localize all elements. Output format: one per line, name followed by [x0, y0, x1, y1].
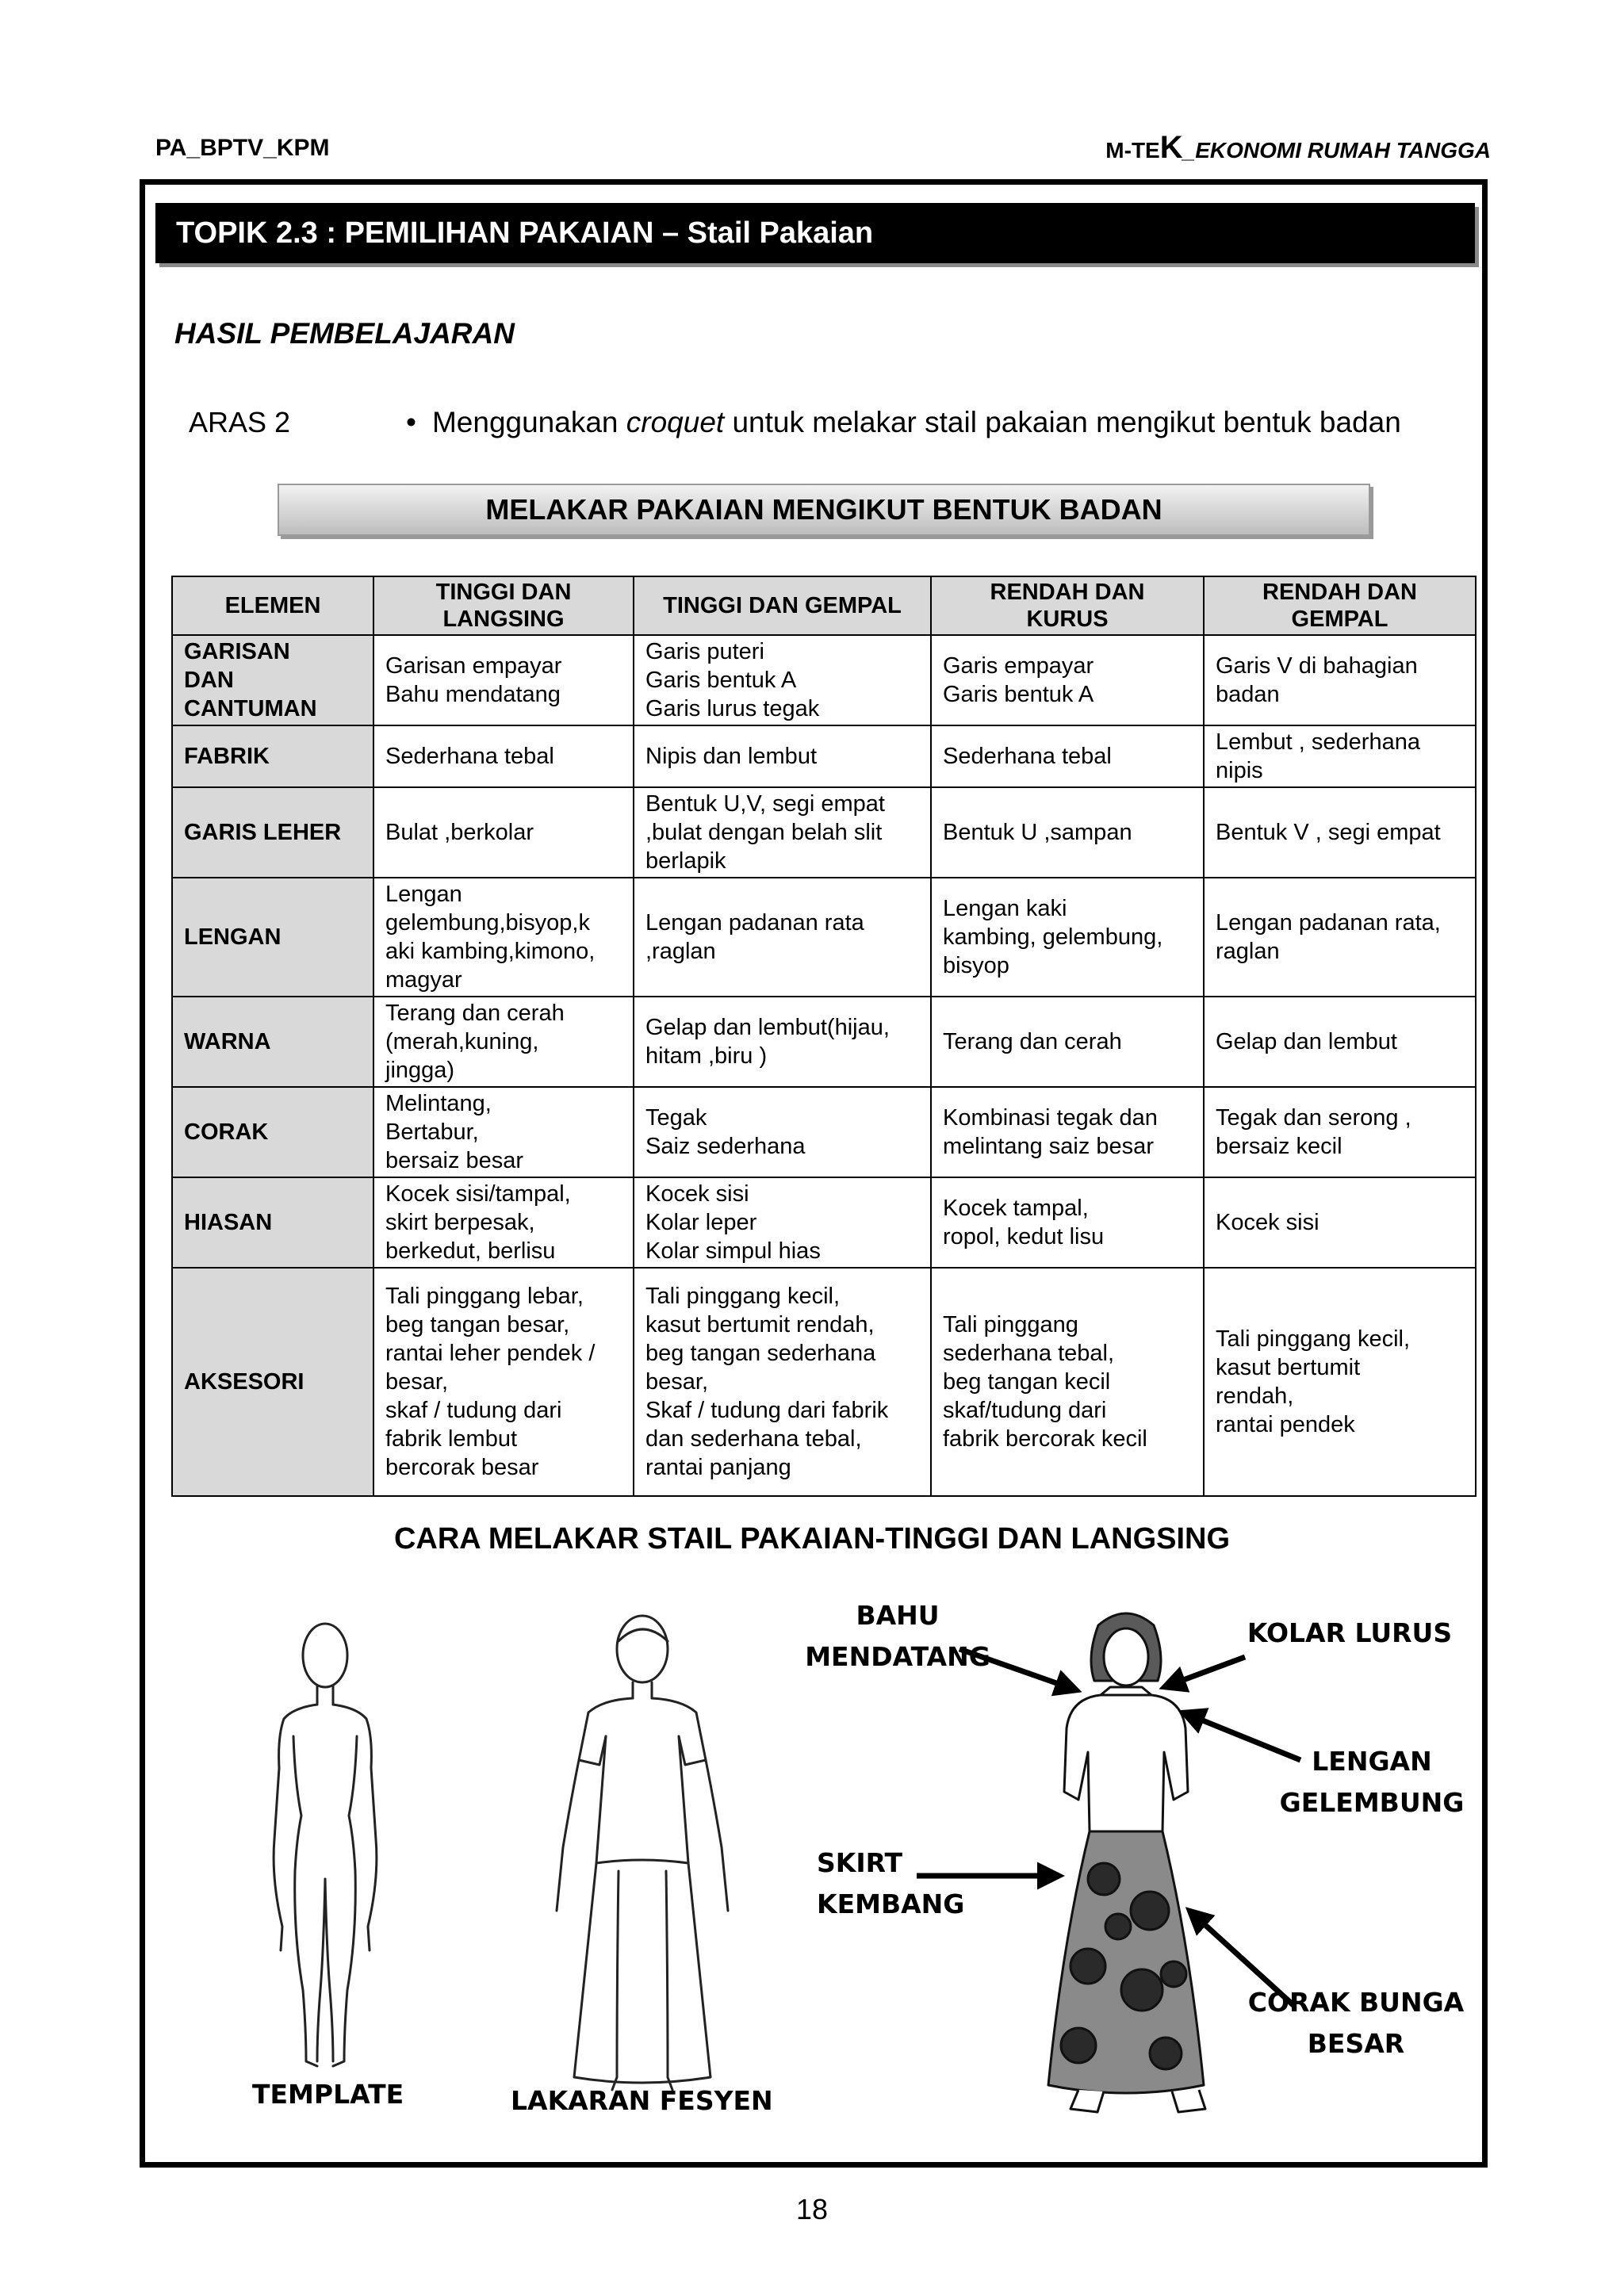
row-label: LENGAN — [172, 878, 373, 997]
table-cell: Tali pinggang sederhana tebal, beg tangan kecil skaf/tudung dari fabrik bercorak kecil — [931, 1268, 1204, 1496]
header-right-prefix: M-TE — [1105, 138, 1160, 163]
section-title: MELAKAR PAKAIAN MENGIKUT BENTUK BADAN — [485, 493, 1162, 526]
table-header-row — [172, 576, 1476, 635]
topic-bar — [155, 203, 1475, 263]
fashion-sketch-figure — [523, 1609, 761, 2101]
table-cell: Bentuk U ,sampan — [931, 787, 1204, 878]
table-cell: Lengan kaki kambing, gelembung, bisyop — [931, 878, 1204, 997]
topic-title: TOPIK 2.3 : PEMILIHAN PAKAIAN – Stail Pakaian — [176, 216, 874, 250]
table-cell: Kocek sisi/tampal, skirt berpesak, berkedut, berlisu — [373, 1177, 634, 1268]
table-cell: Tali pinggang kecil, kasut bertumit rendah, rantai pendek — [1204, 1268, 1476, 1496]
table-cell: Lengan gelembung,bisyop,k aki kambing,kimono, magyar — [373, 878, 634, 997]
table-cell: Gelap dan lembut(hijau, hitam ,biru ) — [634, 997, 931, 1087]
table-cell: Tegak dan serong , bersaiz kecil — [1204, 1087, 1476, 1177]
callout-corak-bunga-besar: CORAK BUNGA BESAR — [1247, 1987, 1465, 2059]
header-right-suffix: _EKONOMI RUMAH TANGGA — [1182, 138, 1491, 163]
table-cell: Terang dan cerah — [931, 997, 1204, 1087]
table-cell: Garis puteri Garis bentuk A Garis lurus tegak — [634, 635, 931, 725]
table-cell: Sederhana tebal — [931, 725, 1204, 787]
bullet-dot: • — [406, 406, 416, 438]
table-cell: Sederhana tebal — [373, 725, 634, 787]
header-tinggi-gempal: TINGGI DAN GEMPAL — [634, 576, 931, 635]
sketch-section-title: CARA MELAKAR STAIL PAKAIAN-TINGGI DAN LANGSING — [393, 1522, 1231, 1556]
table-row — [172, 1177, 1476, 1268]
table-cell: Tali pinggang lebar, beg tangan besar, rantai leher pendek / besar, skaf / tudung dari fabrik lembut bercorak besar — [373, 1268, 634, 1496]
table-cell: Garisan empayar Bahu mendatang — [373, 635, 634, 725]
table-cell: Bentuk U,V, segi empat ,bulat dengan belah slit berlapik — [634, 787, 931, 878]
table-row — [172, 635, 1476, 725]
header-tinggi-langsing: TINGGI DAN LANGSING — [373, 576, 634, 635]
table-row — [172, 725, 1476, 787]
row-label: GARISAN DAN CANTUMAN — [172, 635, 373, 725]
header-elemen: ELEMEN — [172, 576, 373, 635]
table-cell: Lengan padanan rata ,raglan — [634, 878, 931, 997]
caption-fashion-sketch: LAKARAN FESYEN — [511, 2085, 773, 2116]
callout-kolar-lurus: KOLAR LURUS — [1247, 1617, 1453, 1648]
header-rendah-kurus: RENDAH DAN KURUS — [931, 576, 1204, 635]
callout-skirt-kembang: SKIRT KEMBANG — [817, 1847, 965, 1919]
callout-bahu-mendatang: BAHU MENDATANG — [805, 1600, 990, 1672]
table-cell: Lengan padanan rata, raglan — [1204, 878, 1476, 997]
row-label: AKSESORI — [172, 1268, 373, 1496]
table-cell: Gelap dan lembut — [1204, 997, 1476, 1087]
row-label: WARNA — [172, 997, 373, 1087]
table-cell: Nipis dan lembut — [634, 725, 931, 787]
table-cell: Lembut , sederhana nipis — [1204, 725, 1476, 787]
table-cell: Kocek sisi Kolar leper Kolar simpul hias — [634, 1177, 931, 1268]
table-row — [172, 878, 1476, 997]
table-cell: Bentuk V , segi empat — [1204, 787, 1476, 878]
table-row — [172, 787, 1476, 878]
table-cell: Terang dan cerah (merah,kuning, jingga) — [373, 997, 634, 1087]
croquis-template-figure — [238, 1617, 412, 2077]
learning-outcome-title: HASIL PEMBELAJARAN — [174, 317, 515, 350]
table-cell: Kocek sisi — [1204, 1177, 1476, 1268]
row-label: GARIS LEHER — [172, 787, 373, 878]
table-cell: Garis V di bahagian badan — [1204, 635, 1476, 725]
caption-template: TEMPLATE — [252, 2079, 404, 2110]
header-right — [1105, 130, 1491, 166]
body-shape-table — [171, 576, 1477, 1497]
table-row — [172, 1087, 1476, 1177]
row-label: CORAK — [172, 1087, 373, 1177]
table-cell: Tali pinggang kecil, kasut bertumit rendah, beg tangan sederhana besar, Skaf / tudung dari fabrik dan sederhana tebal, rantai panjang — [634, 1268, 931, 1496]
header-left: PA_BPTV_KPM — [155, 135, 330, 161]
learning-level: ARAS 2 — [189, 406, 291, 438]
table-cell: Garis empayar Garis bentuk A — [931, 635, 1204, 725]
learning-bullet — [406, 406, 1401, 439]
table-cell: Bulat ,berkolar — [373, 787, 634, 878]
table-cell: Kombinasi tegak dan melintang saiz besar — [931, 1087, 1204, 1177]
callout-lengan-gelembung: LENGAN GELEMBUNG — [1279, 1746, 1465, 1818]
table-cell: Melintang, Bertabur, bersaiz besar — [373, 1087, 634, 1177]
table-cell: Tegak Saiz sederhana — [634, 1087, 931, 1177]
table-row — [172, 997, 1476, 1087]
row-label: FABRIK — [172, 725, 373, 787]
header-right-big-letter: K — [1159, 130, 1183, 165]
table-row — [172, 1268, 1476, 1496]
bullet-text: Menggunakan croquet untuk melakar stail pakaian mengikut bentuk badan — [431, 406, 1401, 438]
page-number: 18 — [795, 2193, 829, 2225]
section-title-box — [278, 484, 1370, 536]
header-rendah-gempal: RENDAH DAN GEMPAL — [1204, 576, 1476, 635]
table-cell: Kocek tampal, ropol, kedut lisu — [931, 1177, 1204, 1268]
row-label: HIASAN — [172, 1177, 373, 1268]
